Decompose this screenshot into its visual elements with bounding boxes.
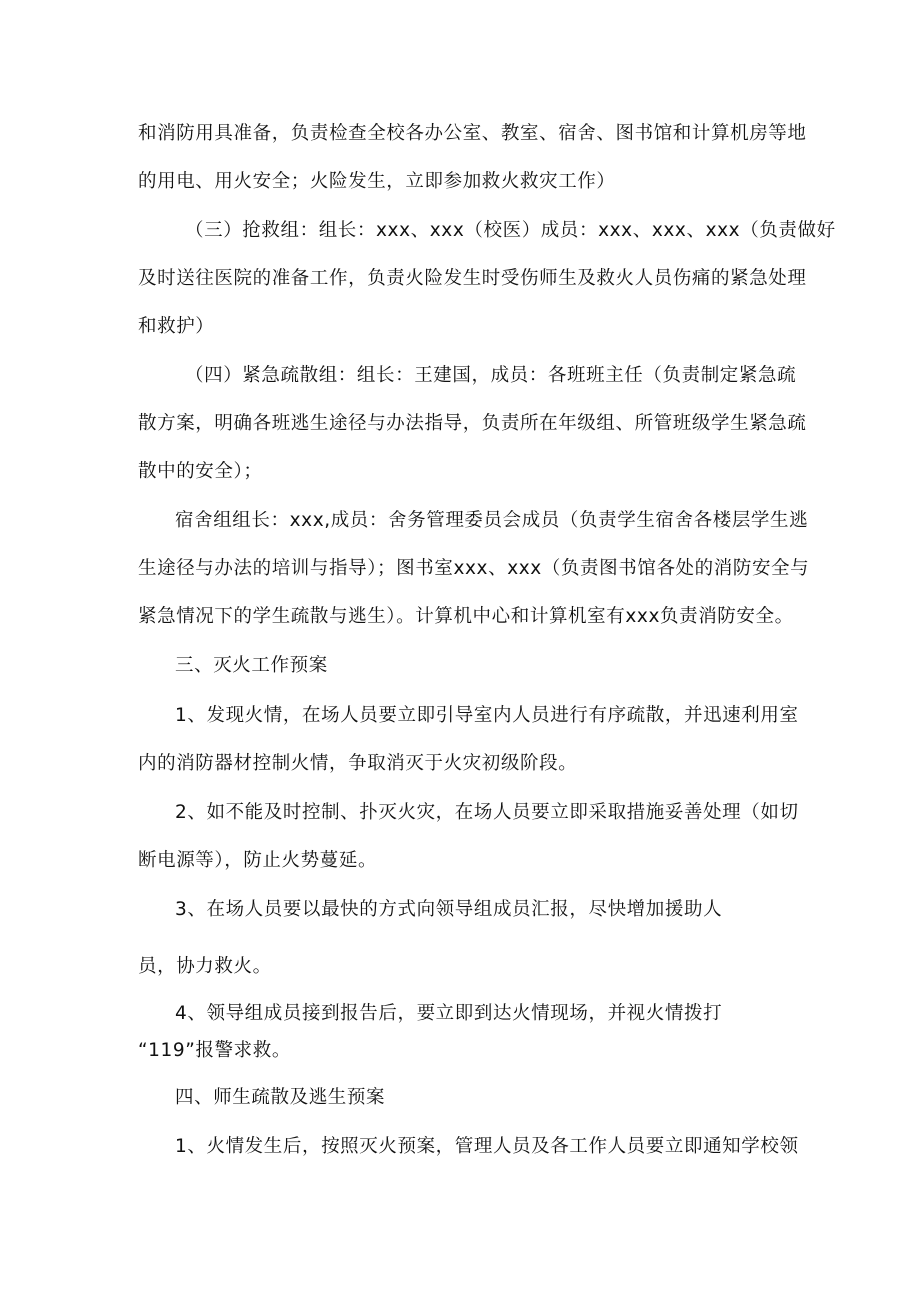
text-line: （三）抢救组：组长：xxx、xxx（校医）成员：xxx、xxx、xxx（负责做好 [185, 220, 836, 241]
text-line: 3、在场人员要以最快的方式向领导组成员汇报，尽快增加援助人 [175, 899, 723, 920]
text-line: 内的消防器材控制火情，争取消灭于火灾初级阶段。 [138, 753, 578, 774]
text-line: 1、发现火情，在场人员要立即引导室内人员进行有序疏散，并迅速利用室 [175, 705, 799, 726]
text-line: 4、领导组成员接到报告后，要立即到达火情现场，并视火情拨打 [175, 1003, 723, 1024]
text-line: 及时送往医院的准备工作，负责火险发生时受伤师生及救火人员伤痛的紧急处理 [138, 268, 807, 289]
section-heading: 三、灭火工作预案 [175, 655, 328, 676]
text-line: 宿舍组组长：xxx,成员：舍务管理委员会成员（负责学生宿舍各楼层学生逃 [175, 510, 809, 531]
text-line: 生途径与办法的培训与指导）；图书室xxx、xxx（负责图书馆各处的消防安全与 [138, 558, 810, 579]
text-line: 断电源等），防止火势蔓延。 [138, 850, 378, 871]
text-line: 和救护） [138, 316, 215, 337]
text-line: “119”报警求救。 [138, 1040, 291, 1061]
text-line: 和消防用具准备，负责检查全校各办公室、教室、宿舍、图书馆和计算机房等地 [138, 123, 807, 144]
text-line: 2、如不能及时控制、扑灭火灾，在场人员要立即采取措施妥善处理（如切 [175, 802, 799, 823]
text-line: 紧急情况下的学生疏散与逃生）。计算机中心和计算机室有xxx负责消防安全。 [138, 606, 794, 627]
text-line: 的用电、用火安全；火险发生，立即参加救火救灾工作） [138, 171, 616, 192]
text-line: （四）紧急疏散组：组长：王建国，成员：各班班主任（负责制定紧急疏 [185, 365, 797, 386]
section-heading: 四、师生疏散及逃生预案 [175, 1087, 386, 1108]
text-line: 散方案，明确各班逃生途径与办法指导，负责所在年级组、所管班级学生紧急疏 [138, 413, 807, 434]
text-line: 员，协力救火。 [138, 956, 272, 977]
text-line: 散中的安全）； [138, 461, 263, 482]
text-line: 1、火情发生后，按照灭火预案，管理人员及各工作人员要立即通知学校领 [175, 1136, 799, 1157]
